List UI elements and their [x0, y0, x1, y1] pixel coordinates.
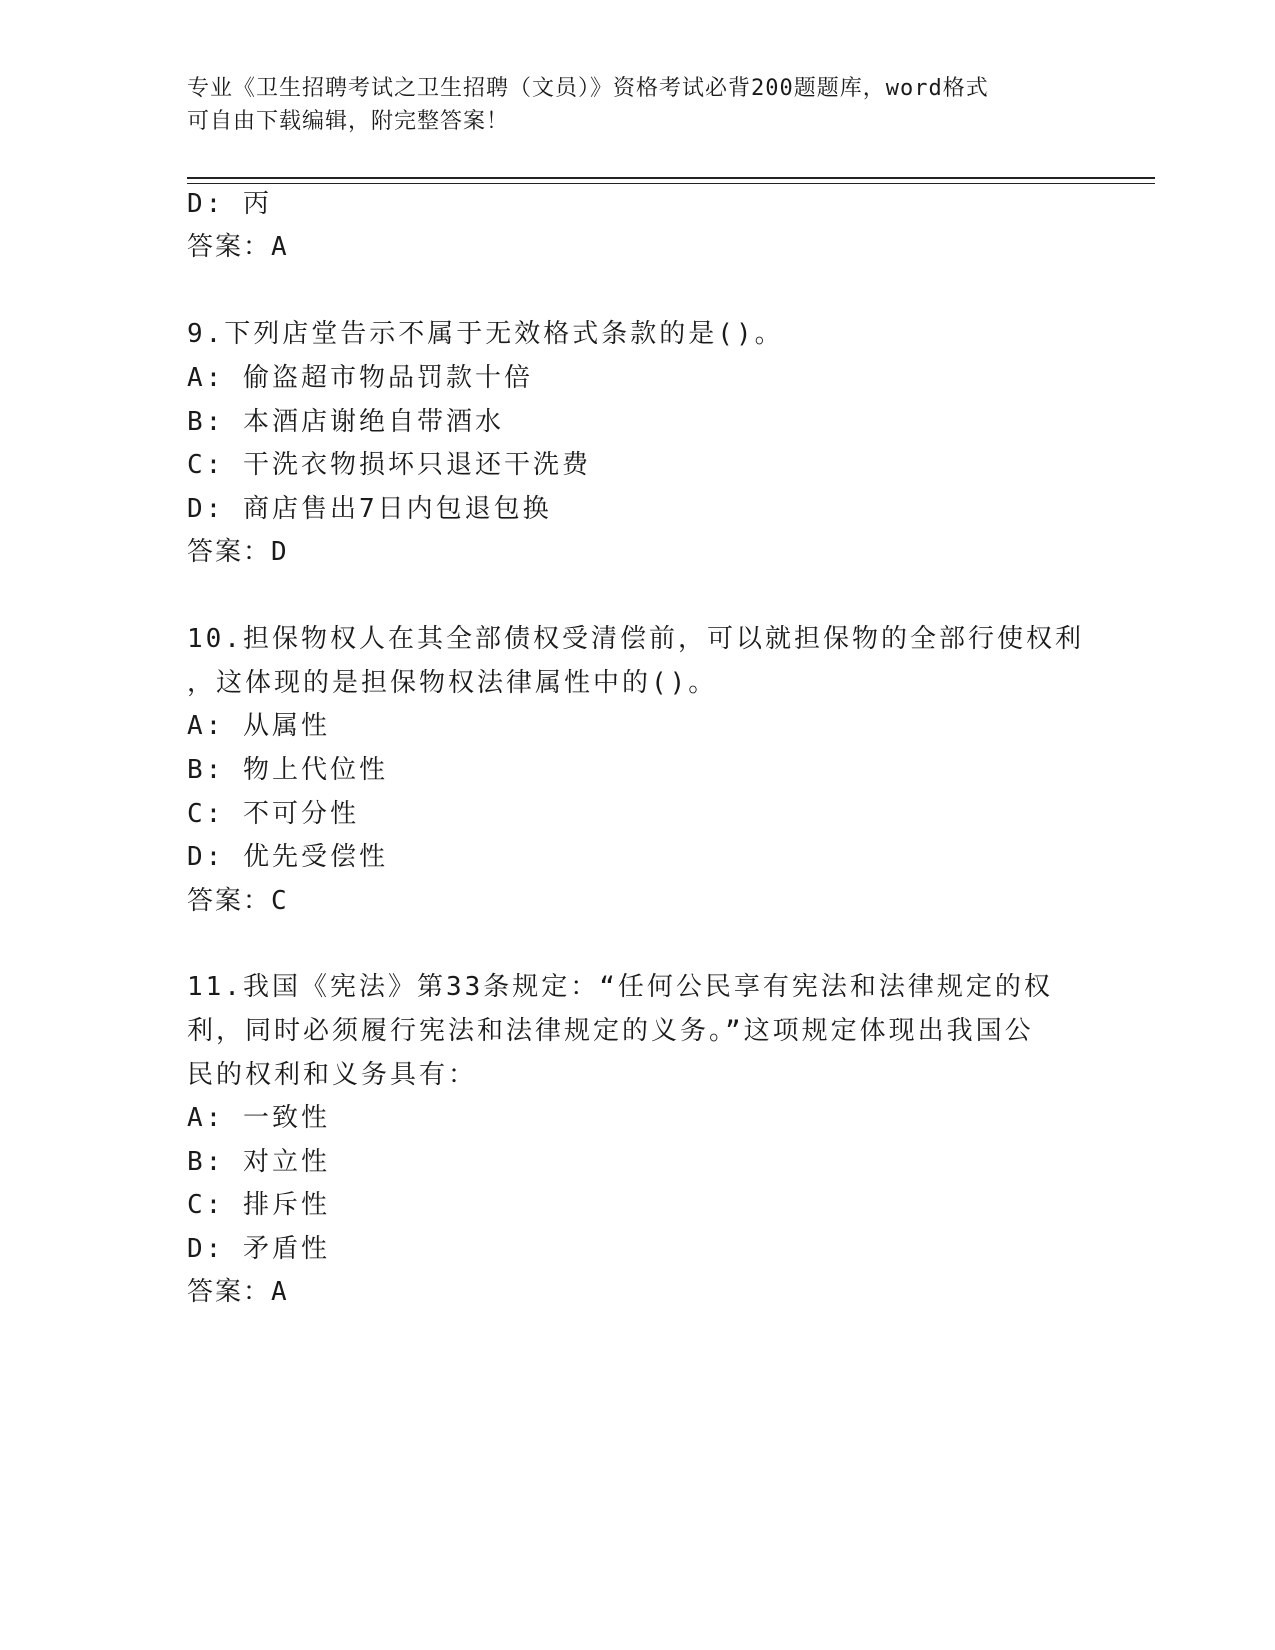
q9-answer: 答案：D — [187, 537, 289, 567]
header-divider-thick — [187, 177, 1155, 179]
header-line-1: 专业《卫生招聘考试之卫生招聘（文员）》资格考试必背200题题库，word格式 — [187, 76, 989, 101]
document-header — [187, 72, 1087, 138]
q10-answer: 答案：C — [187, 886, 289, 916]
prev-answer: 答案：A — [187, 232, 289, 262]
q11-stem-line-1: 11.我国《宪法》第33条规定：“任何公民享有宪法和法律规定的权 — [187, 972, 1053, 1002]
q10-option-c: C: 不可分性 — [187, 799, 359, 829]
q11-option-b: B: 对立性 — [187, 1147, 330, 1177]
header-line-2: 可自由下载编辑，附完整答案！ — [187, 109, 510, 134]
q10-stem-line-2: ，这体现的是担保物权法律属性中的()。 — [187, 668, 718, 698]
prev-option-d: D: 丙 — [187, 189, 272, 219]
q11-answer: 答案：A — [187, 1277, 289, 1307]
q11-stem-line-3: 民的权利和义务具有： — [187, 1060, 478, 1090]
header-divider-thin — [187, 183, 1155, 184]
q11-stem-line-2: 利，同时必须履行宪法和法律规定的义务。”这项规定体现出我国公 — [187, 1016, 1034, 1046]
q9-option-c: C: 干洗衣物损坏只退还干洗费 — [187, 450, 591, 480]
q9-option-b: B: 本酒店谢绝自带酒水 — [187, 407, 504, 437]
q10-option-a: A: 从属性 — [187, 711, 330, 741]
q9-option-d: D: 商店售出7日内包退包换 — [187, 494, 552, 524]
q11-option-c: C: 排斥性 — [187, 1190, 330, 1220]
q9-stem: 9.下列店堂告示不属于无效格式条款的是()。 — [187, 319, 784, 349]
q10-option-d: D: 优先受偿性 — [187, 842, 388, 872]
q11-option-a: A: 一致性 — [187, 1103, 330, 1133]
q10-option-b: B: 物上代位性 — [187, 755, 388, 785]
q11-option-d: D: 矛盾性 — [187, 1234, 330, 1264]
q9-option-a: A: 偷盗超市物品罚款十倍 — [187, 363, 533, 393]
q10-stem-line-1: 10.担保物权人在其全部债权受清偿前，可以就担保物的全部行使权利 — [187, 624, 1084, 654]
